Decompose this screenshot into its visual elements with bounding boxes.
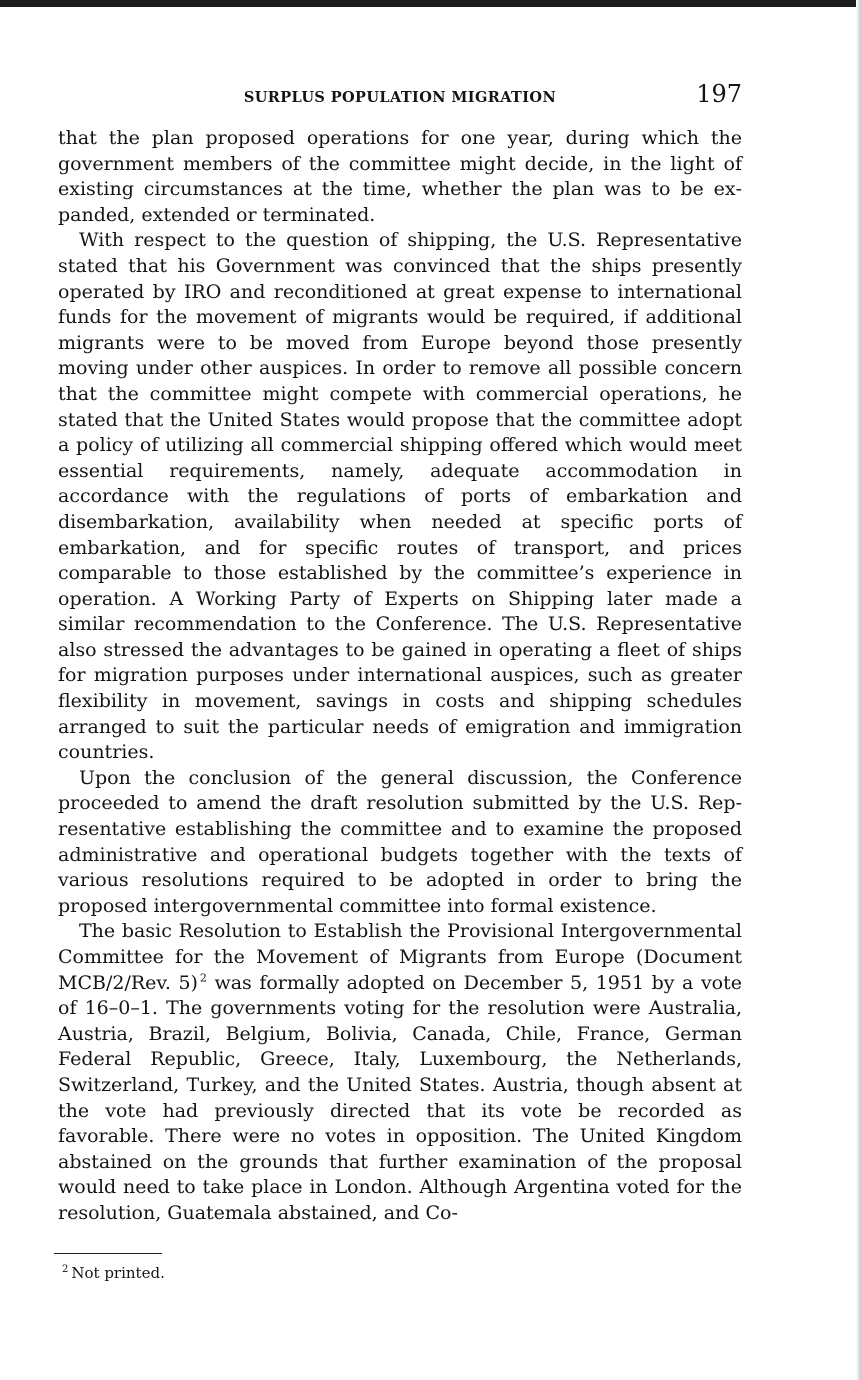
paragraph-resolution [58, 919, 742, 1226]
resolution-text-start: The basic Resolution to Establish the Provisional Intergovernmental Committee for the Movement of Migrants from Europe (Document MCB/2/Rev. 5) [58, 920, 742, 994]
page-right-edge [856, 0, 861, 1380]
top-edge-rule [0, 0, 861, 7]
paragraph-continued: that the plan proposed operations for one year, during which the government members of the committee might decide, in the light of existing circumstances at the time, whether the plan was to be expanded, extended or terminated. [58, 127, 742, 226]
footnote-rule [54, 1253, 162, 1254]
footnote-mark: 2 [62, 1264, 69, 1275]
paragraph-shipping: With respect to the question of shipping, the U.S. Representative stated that his Government was convinced that the ships presently operated by IRO and reconditioned at great expense to international funds for the movement of migrants would be required, if additional migrants were to be moved from Europe beyond those presently moving under other auspices. In order to remove all possible concern that the committee might compete with commercial operations, he stated that the United States would propose that the committee adopt a policy of utilizing all commercial shipping offered which would meet essential requirements, namely, adequate accommodation in accordance with the regulations of ports of embarkation and disembarkation, availability when needed at specific ports of embarkation, and for specific routes of transport, and prices comparable to those established by the committee’s experience in operation. A Working Party of Experts on Shipping later made a similar recommendation to the Conference. The U.S. Representative also stressed the advantages to be gained in operating a fleet of ships for migration purposes under international auspices, such as greater flexibility in movement, savings in costs and shipping schedules arranged to suit the particular needs of emigration and immigration countries. [58, 229, 742, 764]
footnote-reference: 2 [199, 971, 207, 985]
running-head [58, 80, 742, 114]
footnote [62, 1264, 165, 1282]
body-text [58, 126, 742, 1227]
footnote-text: Not printed. [71, 1264, 165, 1282]
resolution-text-rest: was formally adopted on December 5, 1951 by a vote of 16–0–1. The governments voting for the resolution were Australia, Austria, Brazil, Belgium, Bolivia, Canada, Chile, France, German Federal Republic, Greece, Italy, Luxembourg, the Netherlands, Switzerland, Turkey, and the United States. Austria, though absent at the vote had previously directed that its vote be recorded as favorable. There were no votes in opposition. The United Kingdom abstained on the grounds that further examination of the proposal would need to take place in London. Although Argentina voted for the resolution, Guatemala abstained, and Co- [58, 971, 742, 1224]
running-title: SURPLUS POPULATION MIGRATION [243, 89, 557, 106]
paragraph-conference: Upon the conclusion of the general discussion, the Conference proceeded to amend the draft resolution submitted by the U.S. Representative establishing the committee and to examine the proposed administrative and operational budgets together with the texts of various resolutions required to be adopted in order to bring the proposed intergovernmental committee into formal existence. [58, 766, 742, 917]
page-number: 197 [696, 80, 742, 108]
